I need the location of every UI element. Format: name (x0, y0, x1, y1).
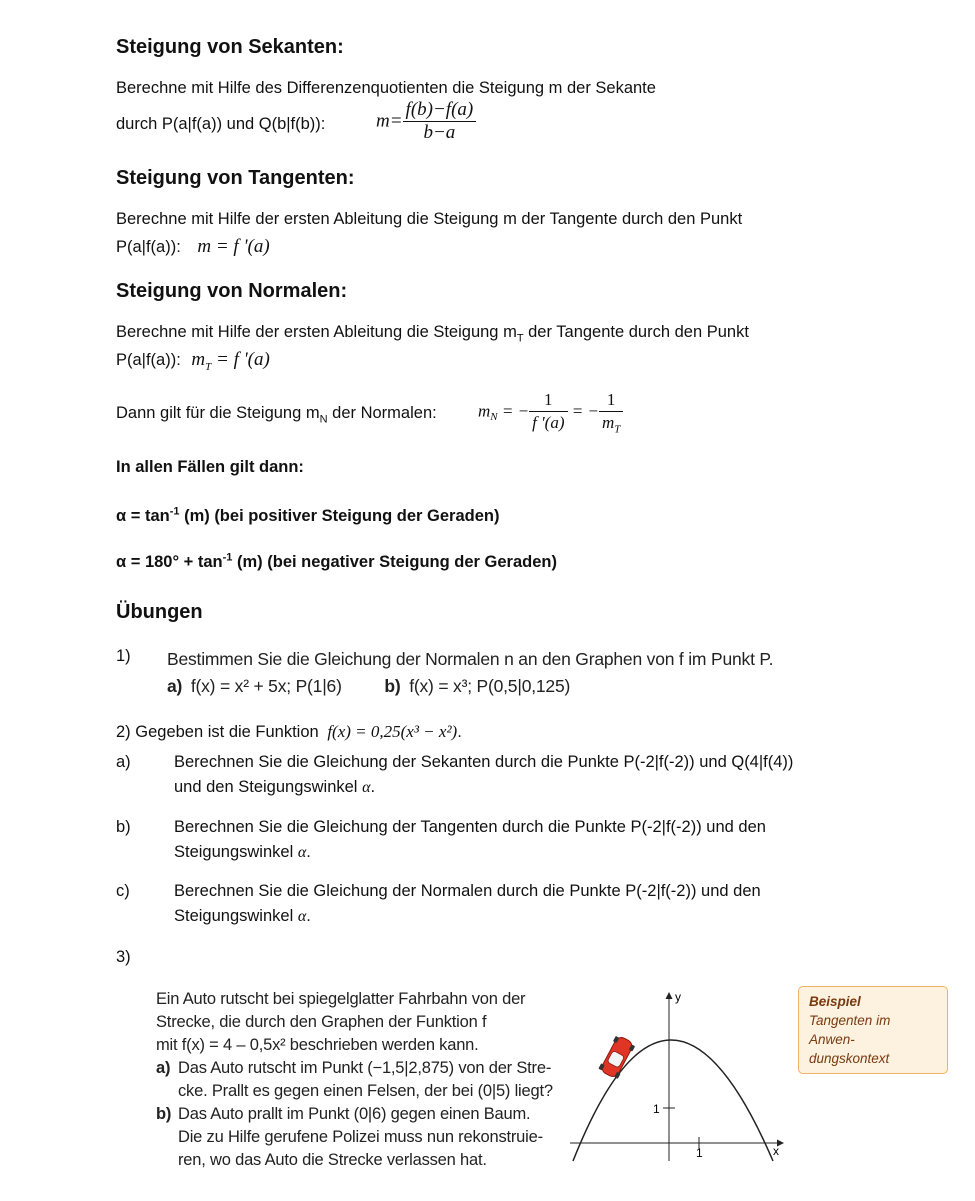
exercise-2-text: 2) Gegeben ist die Funktion (116, 723, 319, 741)
exercise-1-number: 1) (116, 647, 131, 665)
normalen-text-3b: der Normalen: (327, 404, 437, 422)
equals-minus: = − (567, 401, 599, 421)
parabola-graph (565, 985, 790, 1165)
subscript-t: T (614, 423, 621, 436)
part-c-text-2 (174, 905, 311, 928)
exercise-1b: f(x) = x³; P(0,5|0,125) (409, 676, 571, 696)
subscript-t: T (516, 332, 524, 345)
fraction-denominator: f '(a) (532, 413, 565, 432)
derivative-term: = f '(a) (211, 349, 270, 370)
fraction-denominator (599, 412, 623, 434)
m-symbol: m (191, 349, 206, 370)
fraction-denominator: b−a (423, 122, 456, 143)
car-text-line: Ein Auto rutscht bei spiegelglatter Fahrbahn von der (156, 990, 526, 1008)
rule-positive (116, 507, 499, 526)
heading-alle-faelle: In allen Fällen gilt dann: (116, 458, 304, 476)
subscript-t: T (205, 360, 212, 373)
subscript-n: N (319, 413, 328, 426)
part-b-label: b) (384, 676, 401, 696)
steigungswinkel-text: Steigungswinkel (174, 843, 294, 861)
part-b-label: b) (116, 818, 131, 836)
alpha-symbol: α (297, 908, 307, 925)
tangenten-text-1: Berechne mit Hilfe der ersten Ableitung die Steigung m der Tangente durch den Punkt (116, 210, 743, 228)
fraction-2 (599, 389, 623, 434)
heading-tangenten: Steigung von Tangenten: (116, 167, 355, 189)
formula-lhs: m= (376, 110, 403, 132)
part-b-label: b) (156, 1105, 172, 1123)
part-b-text-2 (174, 841, 311, 864)
tangenten-formula: m = f '(a) (197, 236, 270, 257)
car-text-line: mit f(x) = 4 – 0,5x² beschrieben werden kann. (156, 1036, 479, 1054)
part-b-text-1: Berechnen Sie die Gleichung der Tangenten durch die Punkte P(-2|f(-2)) und den (174, 818, 766, 836)
box-title: Beispiel (809, 994, 861, 1009)
car-icon (598, 1034, 636, 1080)
part-c-label: c) (116, 882, 130, 900)
heading-normalen: Steigung von Normalen: (116, 280, 348, 302)
car-text-line: Die zu Hilfe gerufene Polizei muss nun rekonstruie- (178, 1128, 543, 1146)
alpha-symbol: α (297, 844, 307, 861)
rule-positive-a: α = tan (116, 507, 170, 525)
normalen-text-3 (116, 402, 437, 424)
beispiel-box (798, 986, 948, 1074)
car-text-line: Das Auto rutscht im Punkt (−1,5|2,875) von der Stre- (178, 1059, 552, 1077)
tangenten-line-2 (116, 236, 270, 258)
x-tick-label: 1 (696, 1146, 703, 1160)
box-text-line: dungskontext (809, 1051, 890, 1066)
superscript: -1 (169, 505, 180, 518)
difference-quotient (403, 99, 477, 144)
car-text-line: Strecke, die durch den Graphen der Funktion f (156, 1013, 487, 1031)
sekanten-formula (376, 99, 476, 144)
period: . (457, 723, 462, 741)
part-a-text-1: Berechnen Sie die Gleichung der Sekanten durch die Punkte P(-2|f(-2)) und Q(4|f(4)) (174, 753, 794, 771)
car-text-line: cke. Prallt es gegen einen Felsen, der bei (0|5) liegt? (178, 1082, 553, 1100)
normalen-text-1 (116, 321, 749, 343)
sekanten-text-2: durch P(a|f(a)) und Q(b|f(b)): (116, 115, 326, 133)
heading-uebungen: Übungen (116, 601, 203, 623)
rule-negative-b: (m) (bei negativer Steigung der Geraden) (232, 553, 557, 571)
normalen-text-3a: Dann gilt für die Steigung m (116, 404, 320, 422)
part-c-text-1: Berechnen Sie die Gleichung der Normalen durch die Punkte P(-2|f(-2)) und den (174, 882, 761, 900)
normalen-line-2 (116, 349, 270, 371)
car-part-b (156, 1103, 553, 1172)
heading-sekanten: Steigung von Sekanten: (116, 36, 344, 58)
period: . (370, 778, 376, 796)
exercise-3-number: 3) (116, 948, 131, 966)
period: . (306, 843, 311, 861)
sekanten-text-1: Berechne mit Hilfe des Differenzenquotienten die Steigung m der Sekante (116, 79, 656, 97)
box-text-line: Tangenten im Anwen- (809, 1013, 891, 1047)
steigungswinkel-text: und den Steigungswinkel (174, 778, 358, 796)
fraction-numerator: 1 (599, 389, 623, 412)
rule-positive-b: (m) (bei positiver Steigung der Geraden) (179, 507, 500, 525)
car-text-line: Das Auto prallt im Punkt (0|6) gegen einen Baum. (178, 1105, 531, 1123)
car-text-line: ren, wo das Auto die Strecke verlassen hat. (178, 1151, 487, 1169)
tangenten-point: P(a|f(a)): (116, 238, 181, 256)
normalen-text-1b: der Tangente durch den Punkt (523, 323, 749, 341)
x-axis-label: x (773, 1144, 779, 1158)
function-formula: f(x) = 0,25(x³ − x²) (327, 722, 458, 741)
part-a-label: a) (167, 676, 183, 696)
exercise-1-parts (167, 675, 570, 698)
exercise-1-text: Bestimmen Sie die Gleichung der Normalen n an den Graphen von f im Punkt P. (167, 649, 774, 669)
fraction-numerator: f(b)−f(a) (403, 99, 477, 122)
part-a-label: a) (116, 753, 131, 771)
m-symbol: m (478, 401, 491, 421)
part-a-text-2 (174, 776, 375, 799)
m-symbol: m (601, 413, 615, 432)
exercise-1a: f(x) = x² + 5x; P(1|6) (190, 676, 342, 696)
fraction-1 (529, 389, 567, 434)
subscript-n: N (490, 410, 498, 423)
y-axis-arrow (666, 992, 673, 999)
y-tick-label: 1 (653, 1102, 660, 1116)
part-a-label: a) (156, 1059, 171, 1077)
car-exercise-text (156, 988, 553, 1172)
rule-negative-a: α = 180° + tan (116, 553, 223, 571)
rule-negative (116, 553, 557, 572)
fraction-numerator: 1 (529, 389, 567, 412)
tangent-slope-formula (191, 349, 270, 373)
normal-slope-formula (478, 389, 623, 434)
alpha-symbol: α (362, 779, 371, 796)
car-part-a (156, 1057, 553, 1103)
period: . (306, 907, 311, 925)
y-axis-label: y (675, 990, 681, 1004)
steigungswinkel-text: Steigungswinkel (174, 907, 294, 925)
superscript: -1 (222, 551, 233, 564)
equals-minus: = − (497, 401, 530, 421)
normalen-text-1a: Berechne mit Hilfe der ersten Ableitung die Steigung m (116, 323, 517, 341)
exercise-2-intro (116, 721, 462, 743)
normalen-point: P(a|f(a)): (116, 351, 181, 369)
